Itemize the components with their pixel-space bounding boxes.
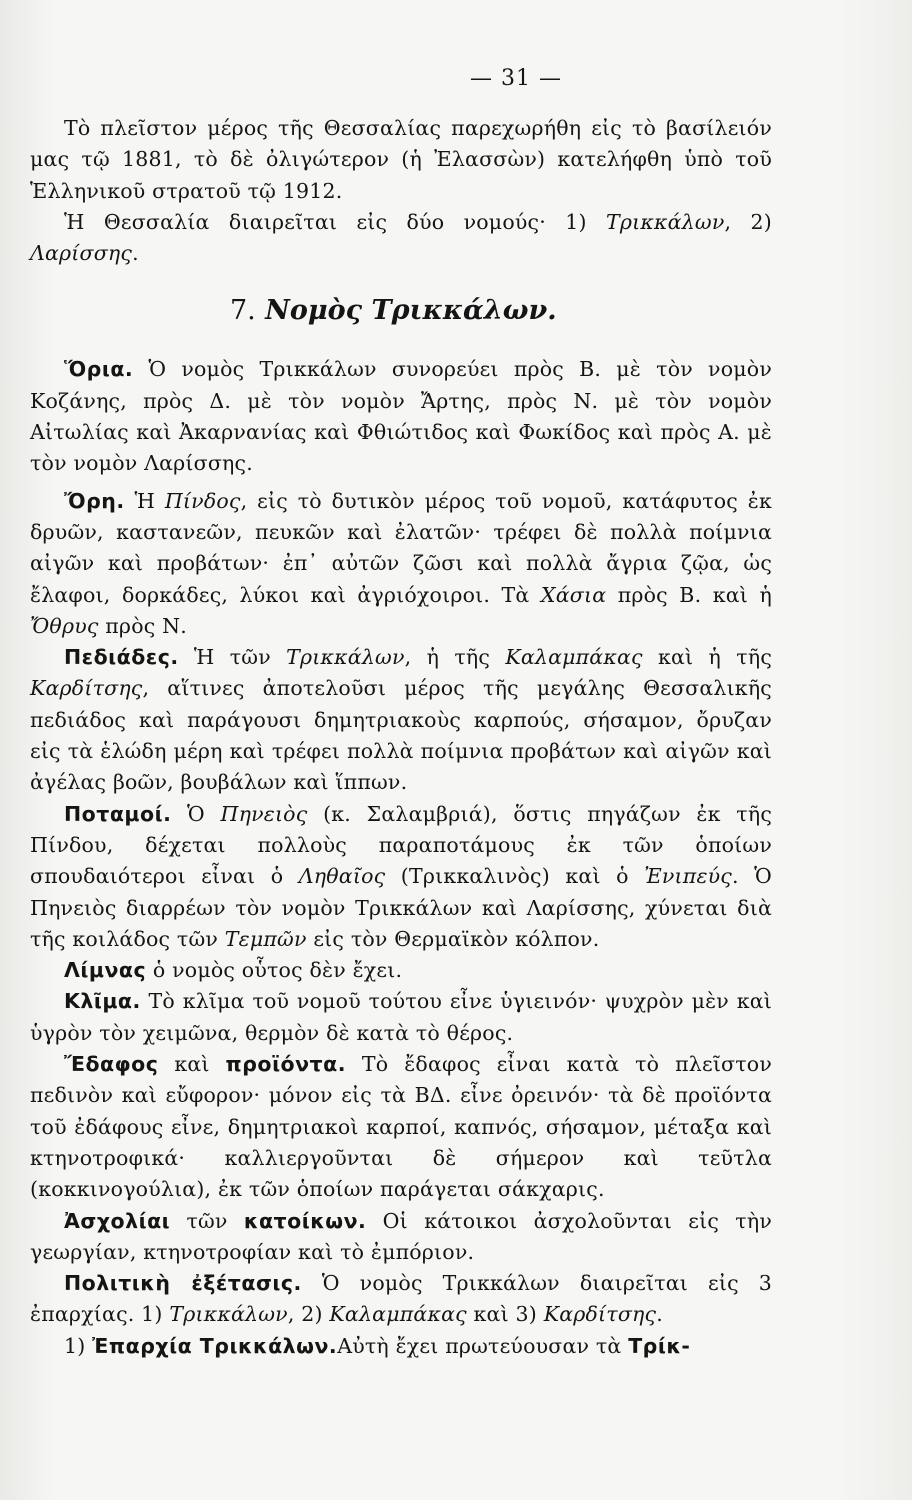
division-text: Ἡ Θεσσαλία διαιρεῖται εἰς δύο νομούς· 1) xyxy=(64,209,607,234)
intro-paragraph: Τὸ πλεῖστον μέρος τῆς Θεσσαλίας παρεχωρήθη εἰς τὸ βασίλειόν μας τῷ 1881, τὸ δὲ ὀλιγώτερον (ἡ Ἐλασσὼν) κατελήφθη ὑπὸ τοῦ Ἑλληνικοῦ στρατοῦ τῷ 1912. xyxy=(30,116,772,203)
name-enipeus: Ἐνιπεύς xyxy=(644,864,732,889)
name-othrys: Ὄθρυς xyxy=(30,613,99,638)
text-ori: πρὸς Β. καὶ ἡ xyxy=(606,582,772,607)
lead-trikkala-cut: Τρίκ- xyxy=(628,1333,691,1358)
text-edafos: Τὸ ἔδαφος εἶναι κατὰ τὸ πλεῖστον πεδινὸν καὶ εὔφορον· μόνον εἰς τὰ ΒΔ. εἶνε ὀρεινόν· τὰ δὲ προϊόντα τοῦ ἐδάφους εἶνε, δημητριακοὶ καρποί, καπνός, σήσαμον, μέταξα καὶ κτηνοτροφικά· καλλιεργοῦνται δὲ σήμερον καὶ τεῦτλα (κοκκινογούλια), ἐκ τῶν ὁποίων παράγεται σάκχαρις. xyxy=(30,1052,772,1202)
name-karditsa: Καρδίτσης xyxy=(30,676,143,701)
name-trikkala: Τρικκάλων xyxy=(169,1302,288,1327)
lead-pediades: Πεδιάδες. xyxy=(64,645,179,670)
text-potamoi: (Τρικκαλινὸς) καὶ ὁ xyxy=(385,864,645,889)
lead-katoikon: κατοίκων. xyxy=(243,1208,367,1233)
text-potamoi: . Ὁ Πηνειὸς διαρρέων τὸν νομὸν Τρικκάλων καὶ Λαρίσσης, χύνεται διὰ τῆς κοιλάδος τῶν xyxy=(30,864,772,951)
paragraph-eparchia xyxy=(30,1331,772,1362)
text-ori: Ἡ xyxy=(124,488,165,513)
text-politiki: καὶ 3) xyxy=(466,1302,544,1327)
lead-oria: Ὅρια. xyxy=(64,357,134,382)
lead-proionta: προϊόντα. xyxy=(225,1052,346,1077)
division-paragraph xyxy=(30,207,772,270)
section-heading xyxy=(30,295,772,326)
lead-potamoi: Ποταμοί. xyxy=(64,801,172,826)
lead-edafos: Ἔδαφος xyxy=(64,1052,159,1077)
name-lithaios: Ληθαῖος xyxy=(298,864,386,889)
paragraph-ori xyxy=(30,486,772,642)
division-name-1: Τρικκάλων xyxy=(606,209,725,234)
page-number: — 31 — xyxy=(470,66,562,91)
text-klima: Τὸ κλῖμα τοῦ νομοῦ τούτου εἶνε ὑγιεινόν· ψυχρὸν μὲν καὶ ὑγρὸν τὸν χειμῶνα, θερμὸν δὲ κατὰ τὸ θέρος. xyxy=(30,989,772,1045)
name-kalampaka: Καλαμπάκας xyxy=(505,645,643,670)
division-text: . xyxy=(132,241,139,266)
paragraph-oria xyxy=(30,354,772,479)
text-pediades: Ἡ τῶν xyxy=(178,645,287,670)
text-eparchia: Αὐτὴ ἔχει πρωτεύουσαν τὰ xyxy=(337,1333,629,1358)
text-edafos: καὶ xyxy=(158,1052,226,1077)
text-politiki: , 2) xyxy=(287,1302,330,1327)
division-text: , 2) xyxy=(724,209,772,234)
paragraph-politiki xyxy=(30,1268,772,1331)
lead-politiki: Πολιτικὴ ἐξέτασις. xyxy=(64,1271,302,1296)
name-pineios: Πηνειὸς xyxy=(220,801,308,826)
lead-eparchia: Ἐπαρχία Τρικκάλων. xyxy=(92,1333,338,1358)
text-ascholiai: Οἱ κάτοικοι ἀσχολοῦνται εἰς τὴν γεωργίαν, κτηνοτροφίαν καὶ τὸ ἐμπόριον. xyxy=(30,1208,772,1264)
paragraph-potamoi xyxy=(30,799,772,955)
lead-ascholiai: Ἀσχολίαι xyxy=(64,1208,171,1233)
lead-klima: Κλῖμα. xyxy=(64,989,141,1014)
lead-ori: Ὄρη. xyxy=(64,488,125,513)
text-potamoi: Ὁ xyxy=(171,801,221,826)
text-ascholiai: τῶν xyxy=(170,1208,244,1233)
section-title: Νομὸς Τρικκάλων. xyxy=(265,295,557,327)
name-pindos: Πίνδος xyxy=(164,488,241,513)
division-name-2: Λαρίσσης xyxy=(30,241,133,266)
paragraph-ascholiai xyxy=(30,1206,772,1269)
text-politiki: Ὁ νομὸς Τρικκάλων διαιρεῖται εἰς 3 ἐπαρχίας. 1) xyxy=(30,1271,773,1327)
lead-limnas: Λίμνας xyxy=(64,958,147,983)
name-tempi: Τεμπῶν xyxy=(224,926,307,951)
paragraph-limnas xyxy=(30,955,772,986)
text-politiki: . xyxy=(656,1302,663,1327)
text-pediades: , αἵτινες ἀποτελοῦσι μέρος τῆς μεγάλης Θεσσαλικῆς πεδιάδος καὶ παράγουσι δημητριακοὺς καρπούς, σήσαμον, ὄρυζαν εἰς τὰ ἑλώδη μέρη καὶ τρέφει πολλὰ ποίμνια προβάτων καὶ αἰγῶν καὶ ἀγέλας βοῶν, βουβάλων καὶ ἵππων. xyxy=(30,676,772,795)
text-potamoi: (κ. Σαλαμβριά), ὅστις πηγάζων ἐκ τῆς Πίνδου, δέχεται πολλοὺς παραποτάμους ἐκ τῶν ὁποίων σπουδαιότεροι εἶναι ὁ xyxy=(30,801,772,889)
text-pediades: , ἡ τῆς xyxy=(404,645,506,670)
item-number: 1) xyxy=(64,1333,93,1358)
text-limnas: ὁ νομὸς οὗτος δὲν ἔχει. xyxy=(146,958,403,983)
name-chasia: Χάσια xyxy=(540,582,607,607)
section-number: 7. xyxy=(230,295,256,327)
text-pediades: καὶ ἡ τῆς xyxy=(642,645,772,670)
paragraph-pediades xyxy=(30,642,772,798)
text-oria: Ὁ νομὸς Τρικκάλων συνορεύει πρὸς Β. μὲ τὸν νομὸν Κοζάνης, πρὸς Δ. μὲ τὸν νομὸν Ἄρτης, πρὸς Ν. μὲ τὸν νομὸν Αἰτωλίας καὶ Ἀκαρνανίας καὶ Φθιώτιδος καὶ Φωκίδος καὶ πρὸς Α. μὲ τὸν νομὸν Λαρίσσης. xyxy=(30,357,772,476)
text-ori: , εἰς τὸ δυτικὸν μέρος τοῦ νομοῦ, κατάφυτος ἐκ δρυῶν, καστανεῶν, πευκῶν καὶ ἐλατῶν· τρέφει δὲ πολλὰ ποίμνια αἰγῶν καὶ προβάτων· ἐπ᾿ αὐτῶν ζῶσι καὶ πολλὰ ἄγρια ζῷα, ὡς ἔλαφοι, δορκάδες, λύκοι καὶ ἀγριόχοιροι. Τὰ xyxy=(30,488,772,607)
name-karditsa: Καρδίτσης xyxy=(543,1302,657,1327)
name-trikkala: Τρικκάλων xyxy=(286,645,405,670)
text-ori: πρὸς Ν. xyxy=(98,613,187,638)
paragraph-klima xyxy=(30,986,772,1049)
name-kalampaka: Καλαμπάκας xyxy=(329,1302,467,1327)
paragraph-edafos xyxy=(30,1049,772,1205)
text-potamoi: εἰς τὸν Θερμαϊκὸν κόλπον. xyxy=(306,926,600,951)
